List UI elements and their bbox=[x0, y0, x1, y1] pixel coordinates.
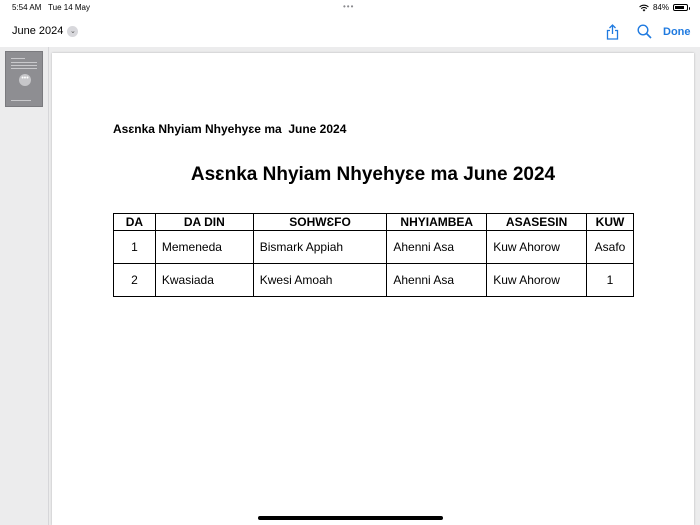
status-bar bbox=[0, 0, 700, 15]
table-cell: Kuw Ahorow bbox=[487, 264, 587, 297]
done-button[interactable]: Done bbox=[663, 26, 691, 38]
table-cell: Kwasiada bbox=[155, 264, 253, 297]
status-date: Tue 14 May bbox=[48, 3, 90, 12]
table-cell: Ahenni Asa bbox=[387, 231, 487, 264]
thumbnail-line bbox=[11, 65, 37, 66]
status-time: 5:54 AM Tue 14 May bbox=[12, 3, 90, 12]
status-right bbox=[639, 3, 688, 12]
column-header-territory: ASASESIN bbox=[487, 214, 587, 231]
thumbnail-line bbox=[11, 68, 37, 69]
multitasking-dots[interactable]: ••• bbox=[343, 2, 355, 11]
column-header-day-name: DA DIN bbox=[155, 214, 253, 231]
schedule-table bbox=[113, 213, 634, 297]
document-header: Asɛnka Nhyiam Nhyehyɛe ma June 2024 bbox=[113, 122, 347, 136]
chevron-down-icon[interactable]: ⌄ bbox=[67, 26, 78, 37]
more-icon[interactable]: ••• bbox=[19, 74, 31, 86]
column-header-meeting-place: NHYIAMBEA bbox=[387, 214, 487, 231]
document-page bbox=[52, 53, 694, 525]
table-cell: Kuw Ahorow bbox=[487, 231, 587, 264]
table-row bbox=[114, 231, 634, 264]
table-cell: Asafo bbox=[586, 231, 633, 264]
share-icon[interactable] bbox=[605, 24, 620, 40]
toolbar bbox=[0, 15, 700, 47]
page-thumbnail-sidebar bbox=[0, 47, 49, 525]
table-row bbox=[114, 264, 634, 297]
column-header-day-number: DA bbox=[114, 214, 156, 231]
document-heading: Asɛnka Nhyiam Nhyehyɛe ma June 2024 bbox=[190, 164, 556, 185]
thumbnail-line bbox=[11, 100, 31, 101]
table-cell: Bismark Appiah bbox=[253, 231, 387, 264]
column-header-conductor: SOHWƐFO bbox=[253, 214, 387, 231]
home-indicator[interactable] bbox=[258, 516, 443, 520]
table-cell: Ahenni Asa bbox=[387, 264, 487, 297]
document-title-menu[interactable] bbox=[12, 25, 78, 37]
table-cell: 2 bbox=[114, 264, 156, 297]
table-header-row bbox=[114, 214, 634, 231]
table-cell: Kwesi Amoah bbox=[253, 264, 387, 297]
document-title: June 2024 bbox=[12, 25, 64, 37]
battery-icon bbox=[673, 4, 688, 11]
wifi-icon bbox=[639, 4, 649, 12]
page-thumbnail[interactable] bbox=[5, 51, 43, 107]
thumbnail-line bbox=[11, 58, 25, 59]
battery-percent: 84% bbox=[652, 3, 669, 12]
table-cell: 1 bbox=[586, 264, 633, 297]
table-cell: Memeneda bbox=[155, 231, 253, 264]
thumbnail-line bbox=[11, 62, 37, 63]
table-cell: 1 bbox=[114, 231, 156, 264]
column-header-group: KUW bbox=[586, 214, 633, 231]
search-icon[interactable] bbox=[637, 24, 652, 39]
